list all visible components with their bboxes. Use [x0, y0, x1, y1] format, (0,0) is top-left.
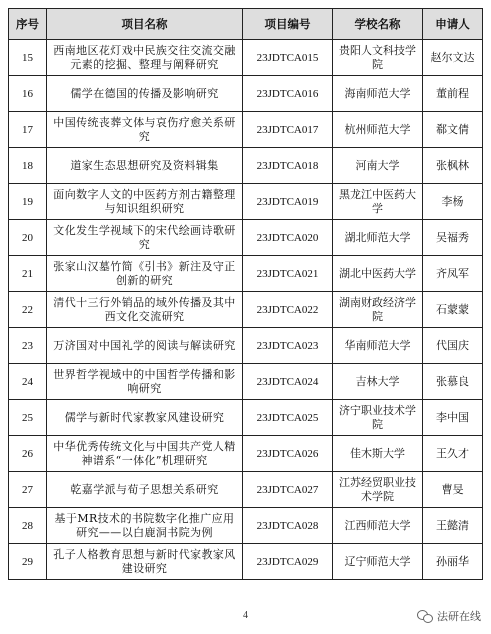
row-index: 29	[9, 544, 47, 580]
row-project-code: 23JDTCA028	[243, 508, 333, 544]
row-applicant: 王久才	[423, 436, 483, 472]
row-project-code: 23JDTCA020	[243, 220, 333, 256]
row-project-code: 23JDTCA025	[243, 400, 333, 436]
row-project-code: 23JDTCA027	[243, 472, 333, 508]
row-project-name: 儒学与新时代家教家风建设研究	[47, 400, 243, 436]
table-row	[9, 436, 483, 472]
table-row	[9, 544, 483, 580]
row-project-code: 23JDTCA022	[243, 292, 333, 328]
row-applicant: 董前程	[423, 76, 483, 112]
row-school: 江西师范大学	[333, 508, 423, 544]
row-index: 28	[9, 508, 47, 544]
row-applicant: 郗文倩	[423, 112, 483, 148]
row-school: 华南师范大学	[333, 328, 423, 364]
row-project-code: 23JDTCA023	[243, 328, 333, 364]
row-project-code: 23JDTCA026	[243, 436, 333, 472]
table-header-row	[9, 9, 483, 40]
table-row	[9, 292, 483, 328]
row-applicant: 曹旻	[423, 472, 483, 508]
row-school: 江苏经贸职业技术学院	[333, 472, 423, 508]
row-project-name: 中国传统丧葬文体与哀伤疗愈关系研究	[47, 112, 243, 148]
row-applicant: 赵尔文达	[423, 40, 483, 76]
row-project-code: 23JDTCA016	[243, 76, 333, 112]
row-school: 杭州师范大学	[333, 112, 423, 148]
row-school: 吉林大学	[333, 364, 423, 400]
row-index: 21	[9, 256, 47, 292]
row-index: 22	[9, 292, 47, 328]
row-index: 17	[9, 112, 47, 148]
table-row	[9, 76, 483, 112]
table-row	[9, 328, 483, 364]
row-school: 济宁职业技术学院	[333, 400, 423, 436]
row-index: 15	[9, 40, 47, 76]
row-applicant: 孙丽华	[423, 544, 483, 580]
row-applicant: 石蒙蒙	[423, 292, 483, 328]
row-school: 湖北中医药大学	[333, 256, 423, 292]
row-project-code: 23JDTCA029	[243, 544, 333, 580]
row-school: 贵阳人文科技学院	[333, 40, 423, 76]
row-index: 25	[9, 400, 47, 436]
row-project-code: 23JDTCA021	[243, 256, 333, 292]
page-number: 4	[243, 610, 248, 621]
row-project-name: 万济国对中国礼学的阅读与解读研究	[47, 328, 243, 364]
table-row	[9, 364, 483, 400]
header-index: 序号	[9, 9, 47, 40]
row-project-name: 基于MR技术的书院数字化推广应用研究——以白鹿洞书院为例	[47, 508, 243, 544]
row-project-name: 道家生态思想研究及资料辑集	[47, 148, 243, 184]
table-row	[9, 184, 483, 220]
row-applicant: 代国庆	[423, 328, 483, 364]
table-row	[9, 148, 483, 184]
row-project-name: 清代十三行外销品的域外传播及其中西文化交流研究	[47, 292, 243, 328]
row-applicant: 张枫林	[423, 148, 483, 184]
header-school: 学校名称	[333, 9, 423, 40]
row-school: 河南大学	[333, 148, 423, 184]
wechat-icon	[417, 610, 433, 623]
row-applicant: 王懿清	[423, 508, 483, 544]
row-applicant: 李杨	[423, 184, 483, 220]
row-school: 佳木斯大学	[333, 436, 423, 472]
table-row	[9, 40, 483, 76]
row-project-code: 23JDTCA024	[243, 364, 333, 400]
row-project-code: 23JDTCA019	[243, 184, 333, 220]
row-project-name: 儒学在德国的传播及影响研究	[47, 76, 243, 112]
row-index: 18	[9, 148, 47, 184]
row-project-name: 世界哲学视域中的中国哲学传播和影响研究	[47, 364, 243, 400]
row-school: 湖北师范大学	[333, 220, 423, 256]
table-row	[9, 112, 483, 148]
table-row	[9, 400, 483, 436]
row-project-name: 文化发生学视域下的宋代绘画诗歌研究	[47, 220, 243, 256]
table-row	[9, 472, 483, 508]
table-row	[9, 220, 483, 256]
row-project-name: 面向数字人文的中医药方剂古籍整理与知识组织研究	[47, 184, 243, 220]
row-project-name: 乾嘉学派与荀子思想关系研究	[47, 472, 243, 508]
row-project-name: 张家山汉墓竹简《引书》新注及守正创新的研究	[47, 256, 243, 292]
row-project-name: 西南地区花灯戏中民族交往交流交融元素的挖掘、整理与阐释研究	[47, 40, 243, 76]
project-table	[8, 8, 483, 580]
row-index: 23	[9, 328, 47, 364]
row-index: 27	[9, 472, 47, 508]
row-project-code: 23JDTCA017	[243, 112, 333, 148]
row-index: 16	[9, 76, 47, 112]
row-project-name: 孔子人格教育思想与新时代家教家风建设研究	[47, 544, 243, 580]
row-applicant: 齐凤军	[423, 256, 483, 292]
table-row	[9, 508, 483, 544]
row-applicant: 李中国	[423, 400, 483, 436]
row-applicant: 张慕良	[423, 364, 483, 400]
row-school: 湖南财政经济学院	[333, 292, 423, 328]
watermark	[417, 608, 481, 624]
header-project-code: 项目编号	[243, 9, 333, 40]
table-row	[9, 256, 483, 292]
row-index: 19	[9, 184, 47, 220]
row-school: 黑龙江中医药大学	[333, 184, 423, 220]
row-project-code: 23JDTCA018	[243, 148, 333, 184]
row-school: 海南师范大学	[333, 76, 423, 112]
header-applicant: 申请人	[423, 9, 483, 40]
row-project-name: 中华优秀传统文化与中国共产党人精神谱系“一体化”机理研究	[47, 436, 243, 472]
watermark-text: 法研在线	[437, 610, 481, 623]
header-project-name: 项目名称	[47, 9, 243, 40]
row-index: 24	[9, 364, 47, 400]
row-project-code: 23JDTCA015	[243, 40, 333, 76]
row-applicant: 吴福秀	[423, 220, 483, 256]
row-index: 26	[9, 436, 47, 472]
row-school: 辽宁师范大学	[333, 544, 423, 580]
row-index: 20	[9, 220, 47, 256]
